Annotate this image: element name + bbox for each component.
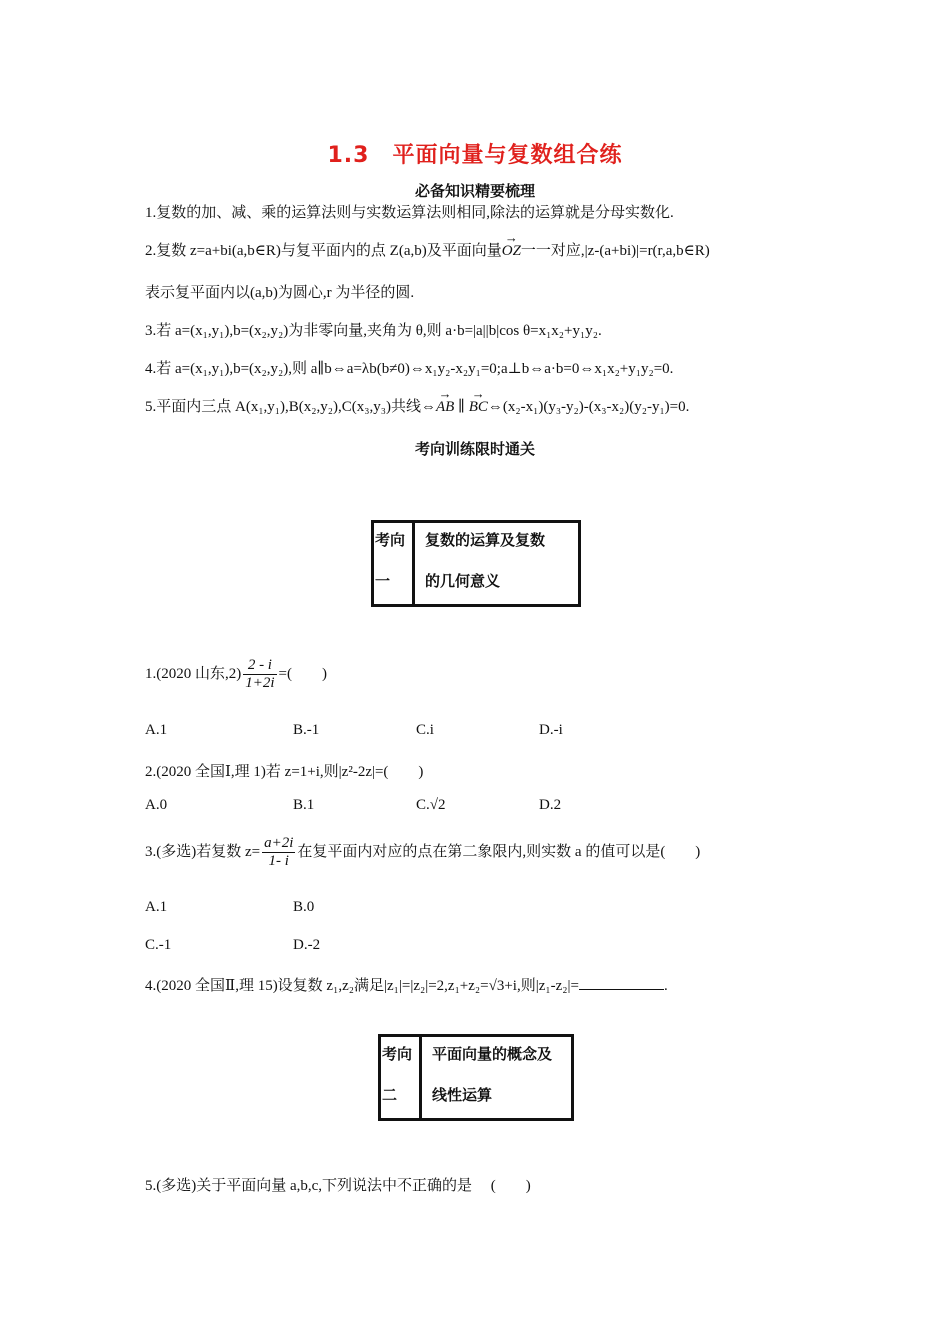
question-3-option-c: C.-1 [145,937,172,953]
question-4 [145,974,668,995]
question-3-prefix: 3.(多选)若复数 z= [145,843,261,860]
vector-bc: → BC [469,396,488,418]
question-3-denominator: 1- i [268,853,289,869]
parallel-symbol: ∥ [454,399,469,415]
question-3-option-d: D.-2 [293,937,321,953]
answer-blank[interactable] [579,975,664,990]
question-1-option-a: A.1 [145,722,168,738]
knowledge-item-4: 4.若 a=(x₁,y₁),b=(x₂,y₂),则 a∥b⇔a=λb(b≠0)⇔x₁y₂-x₂y₁=0;a⊥b⇔a·b=0⇔x₁x₂+y₁y₂=0. [145,361,674,377]
page-title: 1.3 平面向量与复数组合练 [327,143,623,168]
question-3-numerator: a+2i [264,835,294,851]
knowledge-item-2-part-b: 一一对应,|z-(a+bi)|=r(r,a,b∈R) [520,243,710,259]
topic-box-1-title-line2: 的几何意义 [425,572,501,590]
question-3-option-b: B.0 [293,899,315,915]
vector-ab: → AB [436,396,454,418]
knowledge-item-1: 1.复数的加、减、乘的运算法则与实数运算法则相同,除法的运算就是分母实数化. [145,205,674,221]
question-1-denominator: 1+2i [245,675,275,691]
topic-box-1 [371,520,581,607]
knowledge-item-5-part-b: ⇔(x₂-x₁)(y₃-y₂)-(x₃-x₂)(y₂-y₁)=0. [487,399,690,415]
knowledge-item-3: 3.若 a=(x₁,y₁),b=(x₂,y₂)为非零向量,夹角为 θ,则 a·b=|a||b|cos θ=x₁x₂+y₁y₂. [145,323,602,339]
question-1-option-d: D.-i [539,722,563,738]
question-1 [145,657,327,692]
question-3-fraction [262,835,295,870]
topic-box-2 [378,1034,574,1121]
section-heading-training: 考向训练限时通关 [414,440,535,458]
topic-box-2-label-line1: 考向 [382,1045,413,1063]
question-2-option-d: D.2 [539,797,562,813]
knowledge-item-5-part-a: 5.平面内三点 A(x₁,y₁),B(x₂,y₂),C(x₃,y₃)共线⇔ [145,399,436,415]
question-1-suffix: =( ) [278,665,327,682]
question-2-option-c: C.√2 [416,797,446,813]
section-heading-knowledge: 必备知识精要梳理 [414,182,535,200]
question-3-suffix: 在复平面内对应的点在第二象限内,则实数 a 的值可以是( ) [297,843,701,860]
topic-box-1-label [374,523,415,604]
question-1-option-b: B.-1 [293,722,320,738]
knowledge-item-2-continued: 表示复平面内以(a,b)为圆心,r 为半径的圆. [145,285,415,301]
topic-box-1-label-line1: 考向 [375,531,406,549]
question-4-text: 4.(2020 全国Ⅱ,理 15)设复数 z₁,z₂满足|z₁|=|z₂|=2,z₁+z₂=√3+i,则|z₁-z₂|= [145,978,579,994]
topic-box-1-label-line2: 一 [375,572,391,590]
knowledge-item-2-part-a: 2.复数 z=a+bi(a,b∈R)与复平面内的点 Z(a,b)及平面向量 [145,243,502,259]
topic-box-2-label [381,1037,422,1118]
topic-box-1-title-line1: 复数的运算及复数 [425,531,546,549]
knowledge-item-5 [145,396,689,418]
topic-box-2-label-line2: 二 [382,1086,398,1104]
question-3-option-a: A.1 [145,899,168,915]
question-1-prefix: 1.(2020 山东,2) [145,665,242,682]
question-1-fraction [243,657,276,692]
question-4-end: . [663,978,668,994]
question-3 [145,835,700,870]
question-2-option-b: B.1 [293,797,315,813]
vector-oz: → OZ [502,240,521,262]
topic-box-2-title-line1: 平面向量的概念及 [432,1045,553,1063]
question-1-option-c: C.i [416,722,434,738]
topic-box-2-title-line2: 线性运算 [432,1086,493,1104]
question-5: 5.(多选)关于平面向量 a,b,c,下列说法中不正确的是 ( ) [145,1178,531,1194]
question-2: 2.(2020 全国Ⅰ,理 1)若 z=1+i,则|z²-2z|=( ) [145,764,424,780]
question-2-option-a: A.0 [145,797,168,813]
knowledge-item-2 [145,240,710,262]
question-1-numerator: 2 - i [243,657,276,675]
